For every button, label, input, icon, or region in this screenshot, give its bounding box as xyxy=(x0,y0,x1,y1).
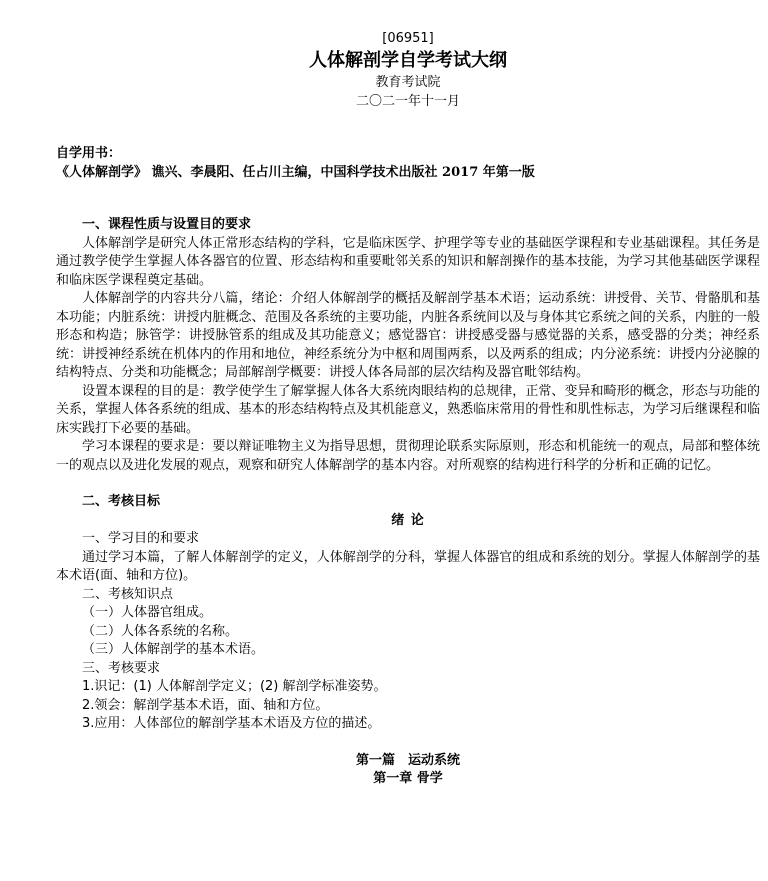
knowledge-heading: 二、考核知识点 xyxy=(82,586,174,602)
section-heading-course-nature: 一、课程性质与设置目的要求 xyxy=(82,217,252,232)
part-title: 第一篇 运动系统 xyxy=(355,752,460,768)
section-heading-assessment-goals: 二、考核目标 xyxy=(82,494,161,509)
paragraph-course-intro: 人体解剖学是研究人体正常形态结构的学科，它是临床医学、护理学等专业的基础医学课程和专业基础课程。其任务是通过教学使学生掌握人体各器官的位置、形态结构和重要毗邻关系的知识和解剖操作的基本技能，为学习其他基础医学课程和临床医学课程奠定基础。 xyxy=(56,235,760,288)
requirement-item: 1.识记：(1) 人体解剖学定义；(2) 解剖学标准姿势。 xyxy=(82,679,387,694)
document-title: 人体解剖学自学考试大纲 xyxy=(309,50,507,71)
requirement-item: 2.领会：解剖学基本术语，面、轴和方位。 xyxy=(82,697,329,713)
objective-text: 通过学习本篇，了解人体解剖学的定义，人体解剖学的分科，掌握人体器官的组成和系统的划分。掌握人体解剖学的基本术语(面、轴和方位)。 xyxy=(56,549,760,583)
chapter-title: 第一章 骨学 xyxy=(373,771,443,786)
spacer xyxy=(56,734,760,752)
lesson-title-introduction: 绪 论 xyxy=(391,512,425,528)
document-code: [06951] xyxy=(382,31,434,46)
document-page xyxy=(56,30,760,789)
paragraph-course-purpose: 设置本课程的目的是：教学使学生了解掌握人体各大系统肉眼结构的总规律，正常、变异和畸形的概念，形态与功能的关系，掌握人体各系统的组成、基本的形态结构特点及其机能意义，熟悉临床常用的骨性和肌性标志，为学习后继课程和临床实践打下必要的基础。 xyxy=(56,383,760,436)
spacer xyxy=(56,475,760,493)
textbook-info: 《人体解剖学》 谯兴、李晨阳、任占川主编，中国科学技术出版社 2017 年第一版 xyxy=(56,164,535,180)
paragraph-course-requirements: 学习本课程的要求是：要以辩证唯物主义为指导思想，贯彻理论联系实际原则，形态和机能统一的观点，局部和整体统一的观点以及进化发展的观点，观察和研究人体解剖学的基本内容。对所观察的结构进行科学的分析和正确的记忆。 xyxy=(56,439,760,473)
requirement-item: 3.应用：人体部位的解剖学基本术语及方位的描述。 xyxy=(82,716,381,731)
document-issuer: 教育考试院 xyxy=(375,75,441,90)
spacer xyxy=(56,182,760,216)
knowledge-point: （三）人体解剖学的基本术语。 xyxy=(82,642,265,657)
objective-heading: 一、学习目的和要求 xyxy=(82,531,200,546)
paragraph-course-content: 人体解剖学的内容共分八篇，绪论：介绍人体解剖学的概括及解剖学基本术语；运动系统：讲授骨、关节、骨骼肌和基本功能；内脏系统：讲授内脏概念、范围及各系统的主要功能，内脏各系统间以及与身体其它系统之间的关系，内脏的一般形态和构造；脉管学：讲授脉管系的组成及其功能意义；感觉器官：讲授感受器与感觉器的关系，感受器的分类；神经系统：讲授神经系统在机体内的作用和地位，神经系统分为中枢和周围两系，以及两系的组成；内分泌系统：讲授内分泌腺的结构特点、分类和功能概念；局部解剖学概要：讲授人体各局部的层次结构及器官毗邻结构。 xyxy=(56,291,760,380)
requirements-heading: 三、考核要求 xyxy=(82,660,161,676)
knowledge-point: （二）人体各系统的名称。 xyxy=(82,623,239,639)
knowledge-point: （一）人体器官组成。 xyxy=(82,605,213,620)
document-date: 二〇二一年十一月 xyxy=(355,94,460,109)
spacer xyxy=(56,111,760,145)
textbook-label: 自学用书： xyxy=(56,146,122,161)
